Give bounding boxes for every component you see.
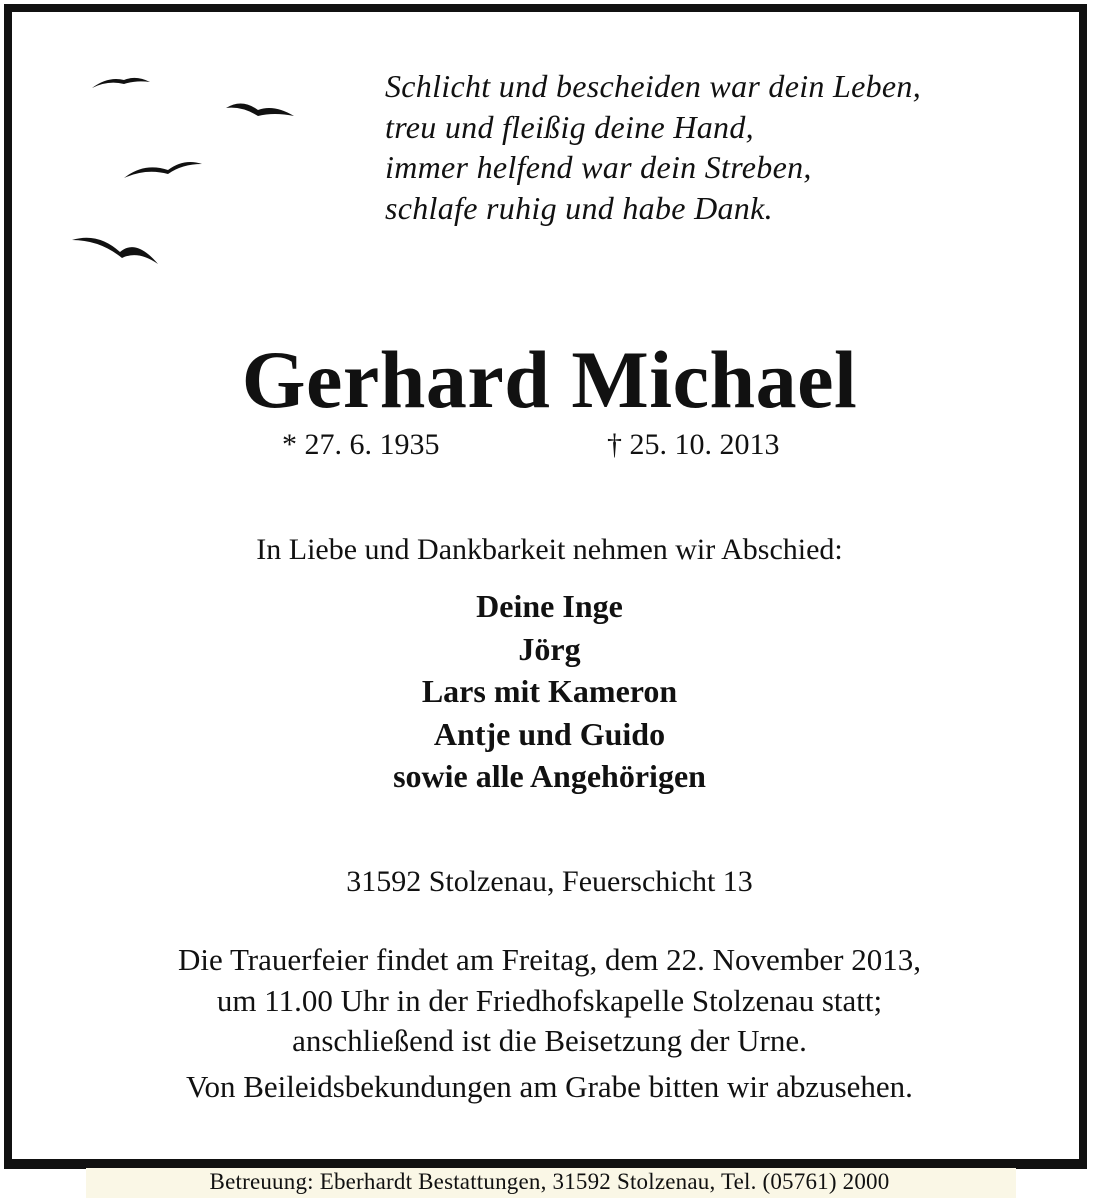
- death-date: † 25. 10. 2013: [607, 428, 780, 461]
- mourner-name: Lars mit Kameron: [421, 673, 678, 709]
- mourner-name: Deine Inge: [476, 588, 623, 624]
- service-line: um 11.00 Uhr in der Friedhofskapelle Stolzenau statt;: [216, 982, 883, 1018]
- poem-line: Schlicht und bescheiden war dein Leben,: [385, 68, 922, 104]
- poem-line: immer helfend war dein Streben,: [385, 149, 812, 185]
- service-line: Die Trauerfeier findet am Freitag, dem 22. November 2013,: [178, 942, 921, 977]
- poem-line: treu und fleißig deine Hand,: [385, 108, 754, 145]
- poem-line: schlafe ruhig und habe Dank.: [385, 189, 773, 226]
- poem: [385, 66, 1065, 228]
- funeral-service-info: [0, 940, 1099, 1062]
- family-address: 31592 Stolzenau, Feuerschicht 13: [346, 865, 753, 898]
- mourner-name: sowie alle Angehörigen: [393, 758, 706, 794]
- farewell-intro: In Liebe und Dankbarkeit nehmen wir Abschied:: [256, 533, 843, 566]
- bird-icon: [226, 103, 294, 116]
- bird-icon: [124, 162, 202, 178]
- mourners-list: [0, 585, 1099, 798]
- birds-illustration: [60, 70, 320, 280]
- condolence-note: Von Beileidsbekundungen am Grabe bitten wir abzusehen.: [186, 1069, 913, 1104]
- deceased-name: Gerhard Michael: [241, 334, 858, 425]
- mourner-name: Jörg: [518, 630, 581, 667]
- mourner-name: Antje und Guido: [433, 715, 666, 752]
- birth-date: * 27. 6. 1935: [282, 428, 440, 461]
- bird-icon: [92, 78, 150, 88]
- bird-icon: [72, 238, 158, 264]
- service-line: anschließend ist die Beisetzung der Urne.: [292, 1023, 807, 1058]
- funeral-home-footer: Betreuung: Eberhardt Bestattungen, 31592 Stolzenau, Tel. (05761) 2000: [209, 1169, 890, 1194]
